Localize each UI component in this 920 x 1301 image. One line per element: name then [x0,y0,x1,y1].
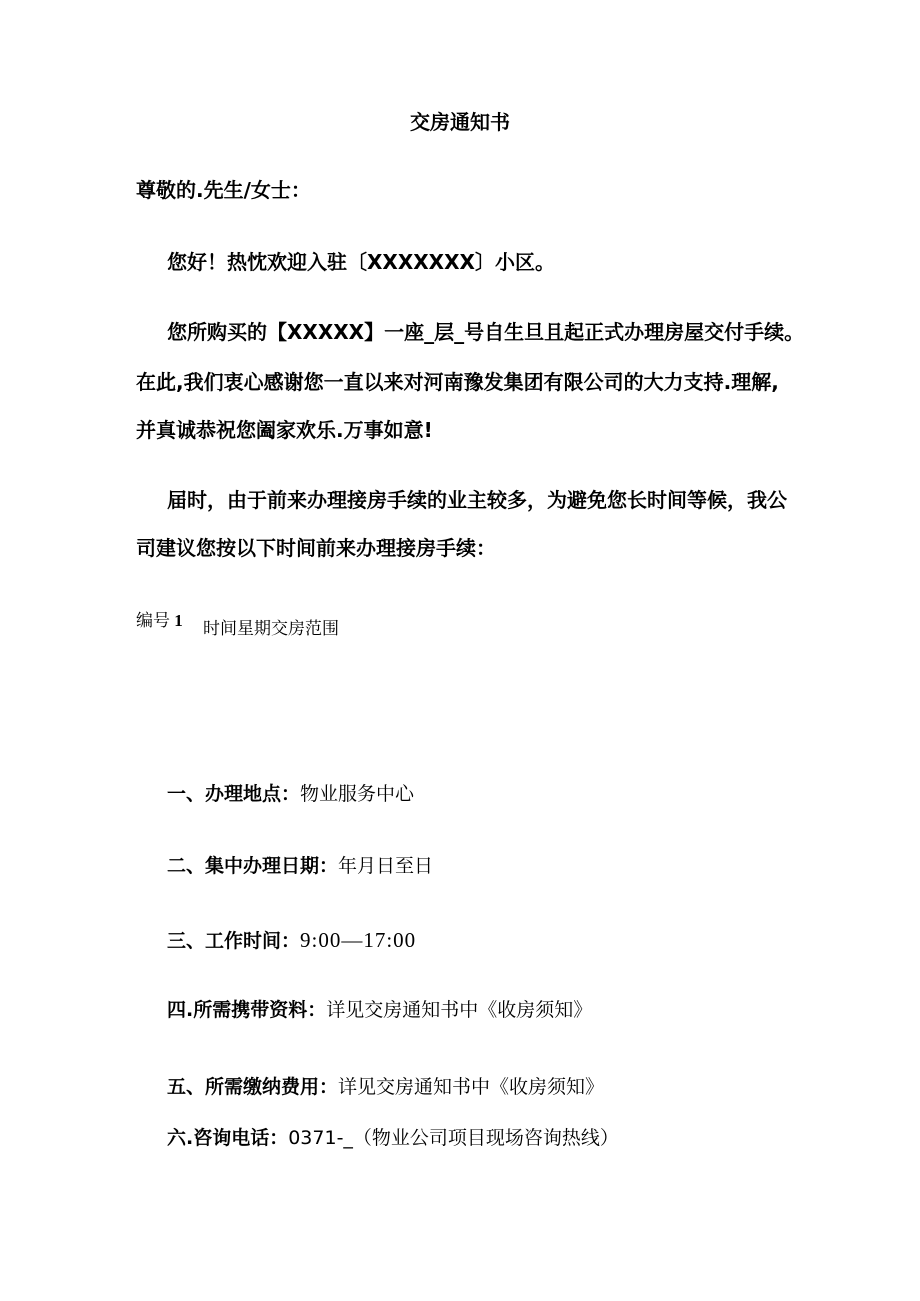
item-value: 详见交房通知书中《收房须知》 [338,1076,605,1098]
paragraph2-line1: 届时，由于前来办理接房手续的业主较多，为避免您长时间等候，我公 [167,488,787,512]
item-materials [167,999,592,1022]
item-label: 三、工作时间： [167,930,301,952]
item-value: 年月日至日 [338,855,434,877]
paragraph1-line3: 并真诚恭祝您阖家欢乐.万事如意! [136,418,433,442]
salutation: 尊敬的.先生/女士： [136,178,311,202]
item-location [167,783,414,806]
table-header-index: 1 [174,611,183,630]
document-title: 交房通知书 [410,110,510,134]
table-header-columns: 时间星期交房范围 [203,619,339,639]
item-label: 六.咨询电话： [167,1127,289,1149]
paragraph1-line2: 在此,我们衷心感谢您一直以来对河南豫发集团有限公司的大力支持.理解, [136,370,779,394]
item-dates [167,855,433,878]
item-fees [167,1076,604,1099]
item-value: 9:00—17:00 [300,928,417,952]
table-header-number [136,611,183,631]
item-value: 物业服务中心 [300,783,415,805]
paragraph1-line1: 您所购买的【XXXXX】一座_层_号自生旦且起正式办理房屋交付手续。 [167,320,805,344]
item-value: 详见交房通知书中《收房须知》 [326,999,593,1021]
item-label: 一、办理地点： [167,783,301,805]
item-label: 四.所需携带资料： [167,999,327,1021]
item-label: 二、集中办理日期： [167,855,339,877]
item-label: 五、所需缴纳费用： [167,1076,339,1098]
paragraph2-line2: 司建议您按以下时间前来办理接房手续： [136,536,496,560]
table-header-label: 编号 [136,611,170,630]
greeting: 您好！热忱欢迎入驻〔XXXXXXX〕小区。 [167,250,555,274]
item-phone [167,1127,619,1150]
item-value: 0371-_（物业公司项目现场咨询热线） [288,1127,619,1149]
item-hours [167,928,416,953]
